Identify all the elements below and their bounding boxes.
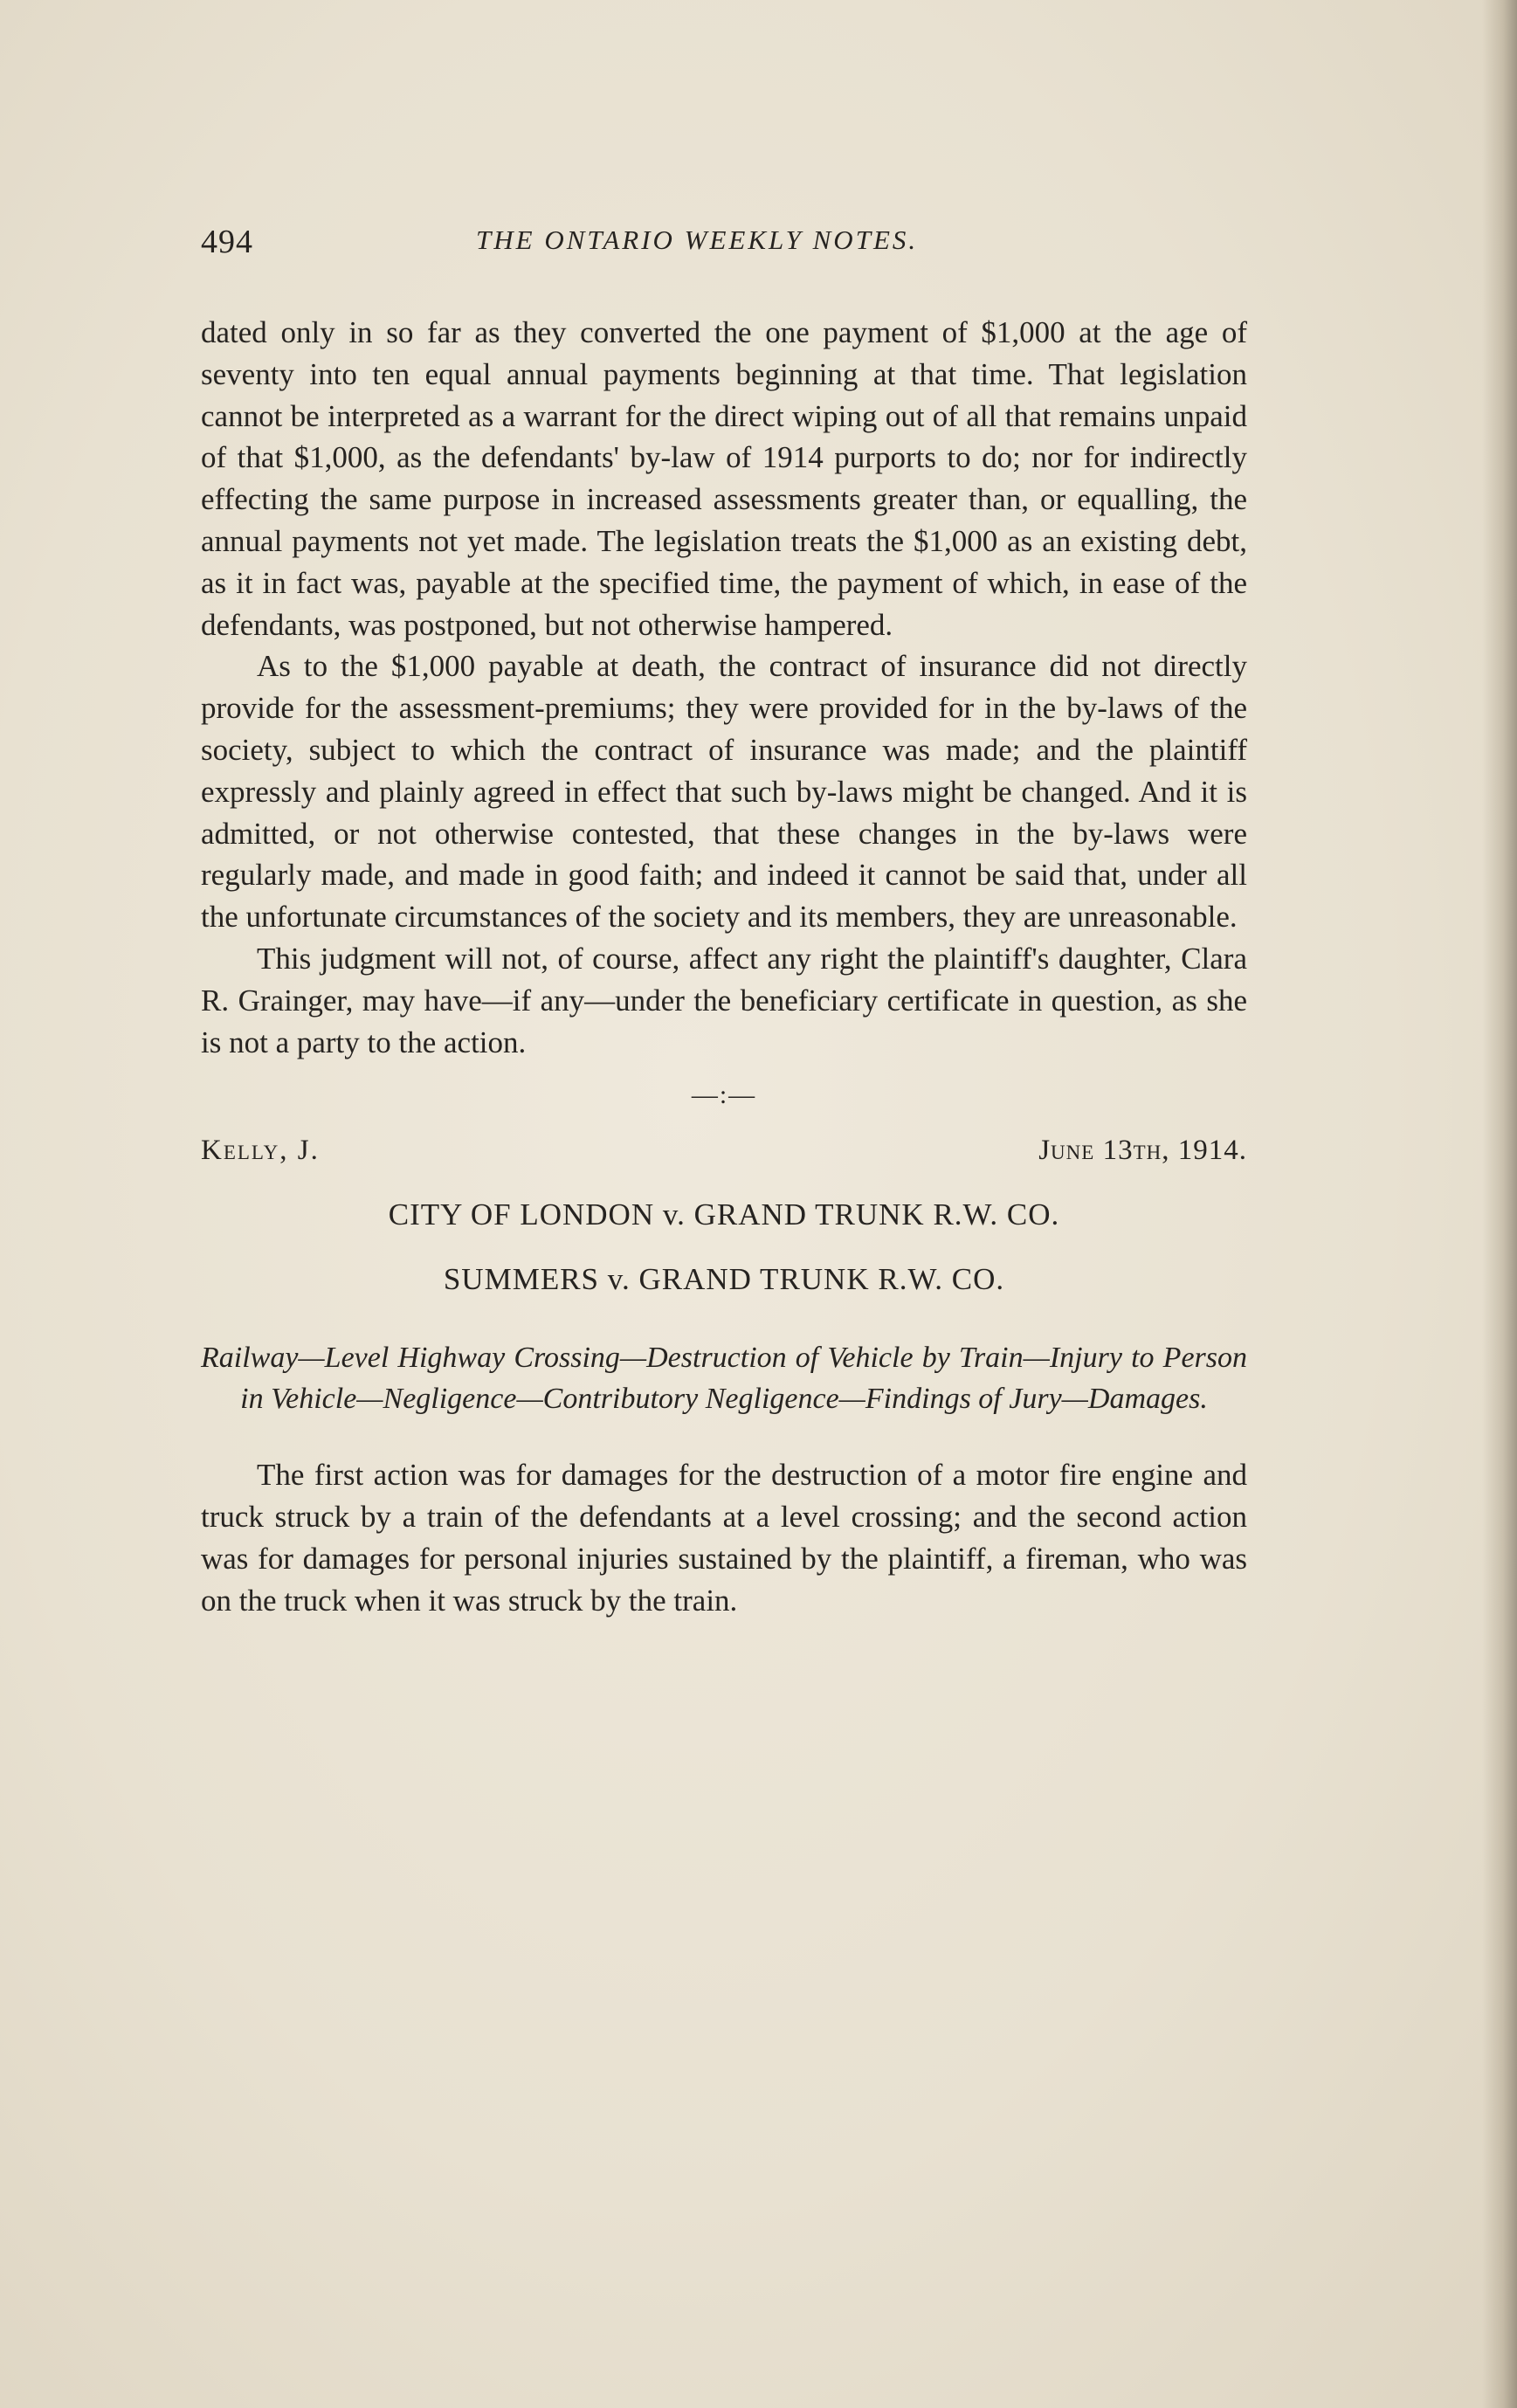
paragraph-insurance-contract: As to the $1,000 payable at death, the contract of insurance did not directly provide for the assessment-premiums; they were provided for in the by-laws of the society, subject to which the contract of insurance was made; and the plaintiff expressly and plainly agreed in effect that such by-laws might be changed. And it is admitted, or not otherwise contested, that these changes in the by-laws were regularly made, and made in good faith; and indeed it cannot be said that, under all the unfortunate circumstances of the society and its members, they are unreasonable. — [201, 649, 1247, 935]
section-separator: —:— — [691, 1080, 757, 1110]
headnote: Railway—Level Highway Crossing—Destruction of Vehicle by Train—Injury to Person in Vehicle—Negligence—Contributory Negligence—Findings of Jury—Damages. — [201, 1342, 1247, 1416]
case-title-summers: SUMMERS v. GRAND TRUNK R.W. CO. — [443, 1262, 1005, 1297]
text-column — [201, 312, 1247, 1622]
spacer — [201, 1419, 1247, 1454]
case-title-city-of-london: CITY OF LONDON v. GRAND TRUNK R.W. CO. — [388, 1197, 1060, 1232]
judge-name: Kelly, J. — [201, 1135, 320, 1167]
page-edge-shadow — [1482, 0, 1517, 2408]
decision-date: June 13th, 1914. — [1038, 1135, 1247, 1167]
page-number: 494 — [201, 224, 253, 260]
page-header — [201, 223, 1249, 275]
running-head: THE ONTARIO WEEKLY NOTES. — [476, 224, 919, 255]
paragraph-case-facts: The first action was for damages for the destruction of a motor fire engine and truck struck by a train of the defendants at a level crossing; and the second action was for damages for personal injuries sustained by the plaintiff, a fireman, who was on the truck when it was struck by the train. — [201, 1458, 1247, 1618]
paragraph-continuation: dated only in so far as they converted the one payment of $1,000 at the age of seventy into ten equal annual payments beginning at that time. That legislation cannot be interpreted as a warrant for the direct wiping out of all that remains unpaid of that $1,000, as the defendants' by-law of 1914 purports to do; nor for indirectly effecting the same purpose in increased assessments greater than, or equalling, the annual payments not yet made. The legislation treats the $1,000 as an existing debt, as it in fact was, payable at the specified time, the payment of which, in ease of the defendants, was postponed, but not otherwise hampered. — [201, 315, 1247, 642]
paragraph-judgment: This judgment will not, of course, affect any right the plaintiff's daughter, Clara R. Grainger, may have—if any—under the beneficiary certificate in question, as she is not a party to the action. — [201, 941, 1247, 1059]
decision-line — [201, 1135, 1247, 1183]
